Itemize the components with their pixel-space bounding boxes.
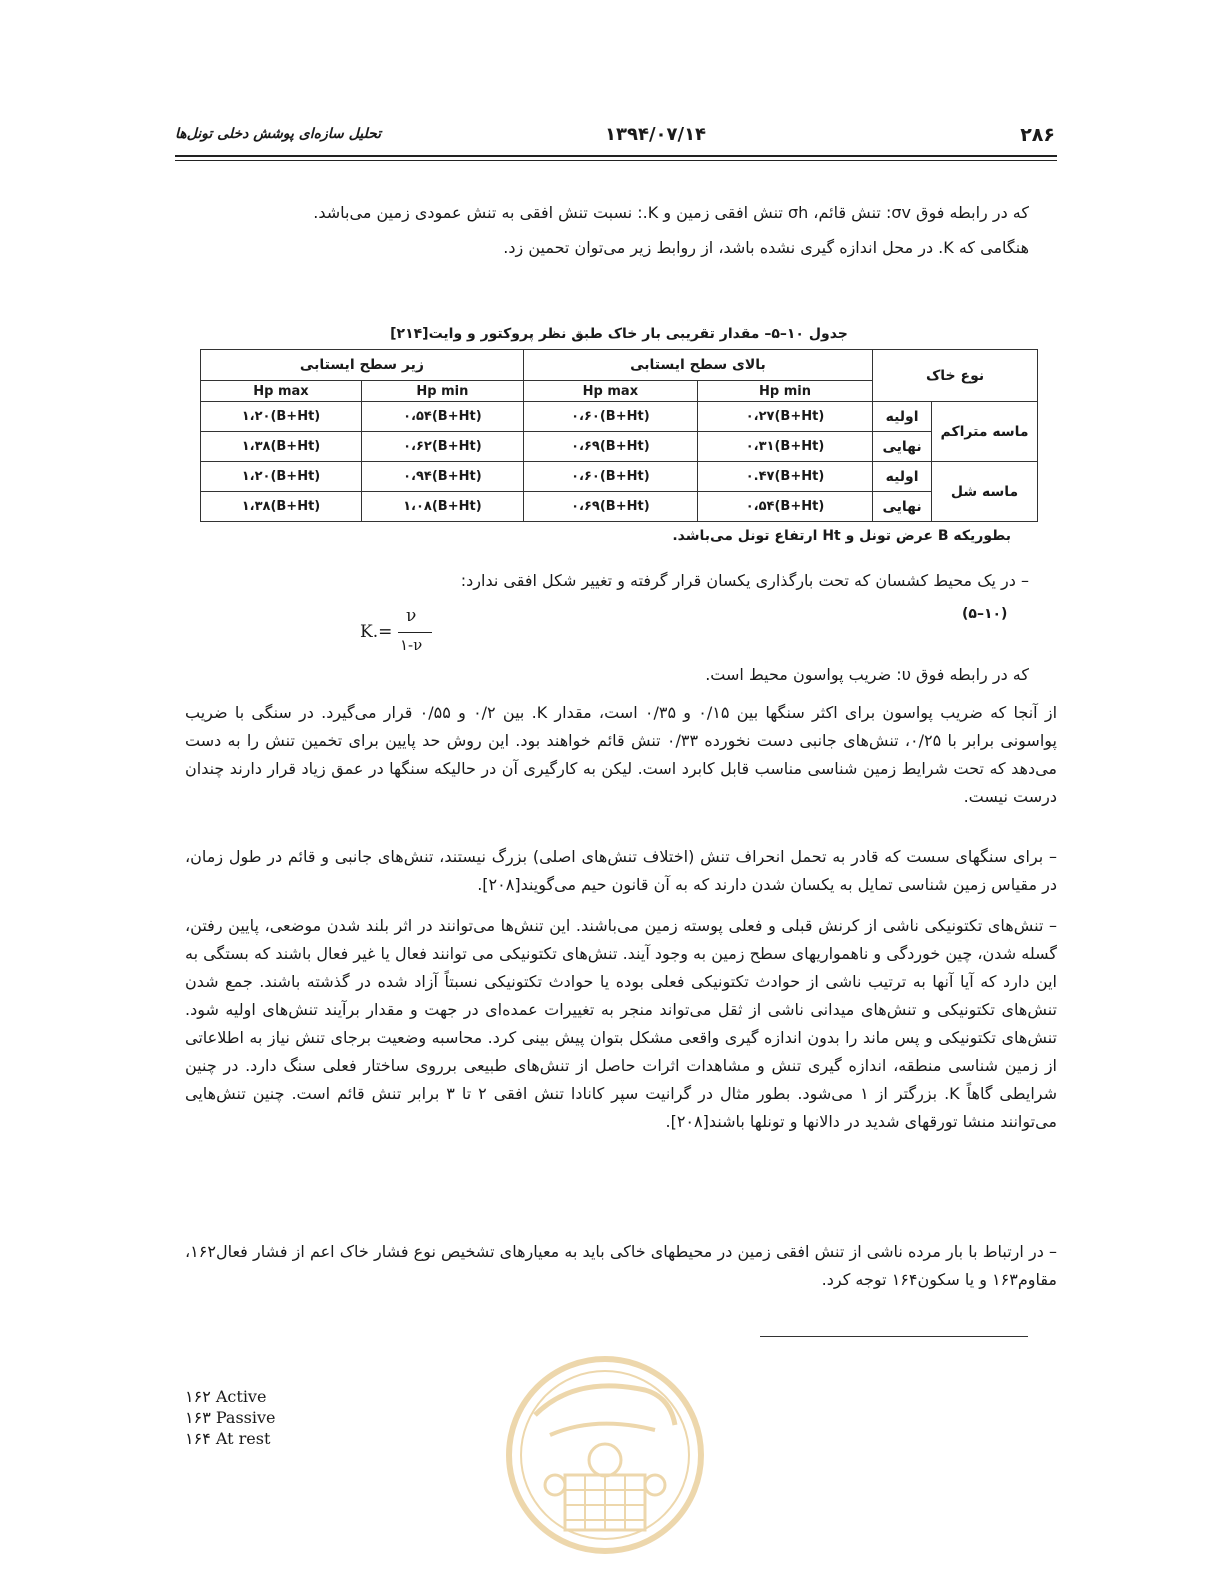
formula-lhs: K.= [360, 622, 393, 642]
header-above-water: بالای سطح ایستابی [523, 350, 872, 381]
value-cell: ۰.۴۷(B+Ht) [697, 462, 872, 492]
table-row [201, 402, 1038, 432]
equation-number: (۵–۱۰) [962, 606, 1008, 622]
value-cell: ۰،۶۰(B+Ht) [523, 462, 697, 492]
table-caption: جدول ۱۰–۵– مقدار تقریبی بار خاک طبق نظر پروکتور و وایت[۲۱۴] [390, 326, 848, 342]
header-soil-type: نوع خاک [873, 350, 1038, 402]
value-cell: ۰،۳۱(B+Ht) [697, 432, 872, 462]
value-cell: ۱،۳۸(B+Ht) [201, 492, 362, 522]
value-cell: ۰،۶۹(B+Ht) [523, 432, 697, 462]
table-row [201, 432, 1038, 462]
paragraph-tectonic-stress: – تنش‌های تکتونیکی ناشی از کرنش قبلی و فعلی پوسته زمین می‌باشند. این تنش‌ها می‌توانند در اثر بلند شدن موضعی، پایین رفتن، گسله شدن، چین خوردگی و ناهمواریهای سطح زمین به وجود آیند. تنش‌های تکتونیکی می توانند فعال یا غیر فعال باشند که بستگی به این دارد که آیا آنها به ترتیب ناشی از حوادث تکتونیکی فعلی بوده یا حوادث تکتونیکی نسبتاً آزاد شده در گذشته باشند. جمع شدن تنش‌های تکتونیکی و تنش‌های میدانی ناشی از ثقل می‌تواند منجر به تغییرات عمده‌ای در جهت و مقدار برآیند تنش‌های اولیه شود. تنش‌های تکتونیکی و پس ماند را بدون اندازه گیری واقعی مشکل بتوان پیش بینی کرد. محاسبه وضعیت برجای تنش نیاز به اطلاعاتی از زمین شناسی منطقه، اندازه گیری تنش و مشاهدات اثرات حاصل از تنش‌های طبیعی برروی ساختار فعلی سنگ دارد. در چنین شرایطی گاهاً K. بزرگتر از ۱ می‌شود. بطور مثال در گرانیت سپر کانادا تنش افقی ۲ تا ۳ برابر تنش قائم است. چنین تنش‌هایی می‌توانند منشا تورقهای شدید در دالانها و تونلها باشند[۲۰۸]. [185, 916, 1058, 1131]
table-row [201, 462, 1038, 492]
table-row [201, 492, 1038, 522]
soil-loose-sand: ماسه شل [932, 462, 1038, 522]
formula-numerator: ν [406, 606, 417, 626]
value-cell: ۰،۵۴(B+Ht) [361, 402, 523, 432]
header-title: تحلیل سازه‌ای پوشش دخلی تونل‌ها [175, 126, 382, 142]
poisson-formula [360, 606, 440, 660]
value-cell: ۱،۰۸(B+Ht) [361, 492, 523, 522]
value-cell: ۰،۶۰(B+Ht) [523, 402, 697, 432]
state-cell: اولیه [873, 462, 932, 492]
elastic-statement: – در یک محیط کشسان که تحت بارگذاری یکسان قرار گرفته و تغییر شکل افقی ندارد: [460, 571, 1029, 590]
table-note: بطوریکه B عرض تونل و Ht ارتفاع تونل می‌باشد. [672, 528, 1011, 544]
intro-line-2: هنگامی که K. در محل اندازه گیری نشده باشد، از روابط زیر می‌توان تحمین زد. [503, 238, 1029, 257]
subheader-above-max: Hp max [523, 381, 697, 402]
value-cell: ۱،۲۰(B+Ht) [201, 402, 362, 432]
value-cell: ۰،۶۹(B+Ht) [523, 492, 697, 522]
value-cell: ۰،۲۷(B+Ht) [697, 402, 872, 432]
header-date: ۱۳۹۴/۰۷/۱۴ [605, 124, 707, 145]
footnote-164: ۱۶۴ At rest [185, 1429, 271, 1448]
footnote-163: ۱۶۳ Passive [185, 1408, 276, 1427]
value-cell: ۱،۳۸(B+Ht) [201, 432, 362, 462]
header-rule [175, 155, 1057, 157]
value-cell: ۰،۵۴(B+Ht) [697, 492, 872, 522]
footnote-162: ۱۶۲ Active [185, 1387, 267, 1406]
state-cell: نهایی [873, 492, 932, 522]
page-number: ۲۸۶ [1020, 124, 1055, 146]
paragraph-earth-pressure: – در ارتباط با بار مرده ناشی از تنش افقی زمین در محیطهای خاکی باید به معیارهای تشخیص نوع فشار خاک اعم از فشار فعال۱۶۲، مقاوم۱۶۳ و یا سکون۱۶۴ توجه کرد. [185, 1242, 1057, 1289]
paragraph-weak-rocks: – برای سنگهای سست که قادر به تحمل انحراف تنش (اختلاف تنش‌های اصلی) بزرگ نیستند، تنش‌های جانبی و قائم در طول زمان، در مقیاس زمین شناسی تمایل به یکسان شدن دارند که به آن قانون حیم می‌گویند[۲۰۸]. [185, 847, 1057, 894]
value-cell: ۰،۹۴(B+Ht) [361, 462, 523, 492]
soil-dense-sand: ماسه متراکم [932, 402, 1038, 462]
value-cell: ۰،۶۲(B+Ht) [361, 432, 523, 462]
header-below-water: زیر سطح ایستابی [201, 350, 524, 381]
state-cell: اولیه [873, 402, 932, 432]
header-rule-thin [175, 160, 1057, 161]
intro-line-1: که در رابطه فوق σv: تنش قائم، σh تنش افقی زمین و K.: نسبت تنش افقی به تنش عمودی زمین می‌باشد. [313, 203, 1029, 222]
footnote-rule [760, 1336, 1028, 1337]
subheader-below-max: Hp max [201, 381, 362, 402]
fraction-bar [398, 632, 432, 633]
formula-denominator: ۱-ν [400, 636, 423, 654]
subheader-below-min: Hp min [361, 381, 523, 402]
value-cell: ۱،۲۰(B+Ht) [201, 462, 362, 492]
soil-load-table [200, 349, 1038, 522]
poisson-definition: که در رابطه فوق υ: ضریب پواسون محیط است. [705, 665, 1029, 684]
state-cell: نهایی [873, 432, 932, 462]
paragraph-poisson-range: از آنجا که ضریب پواسون برای اکثر سنگها بین ۰/۱۵ و ۰/۳۵ است، مقدار K. بین ۰/۲ و ۰/۵۵ قرار می‌گیرد. در سنگی با ضریب پواسونی برابر با ۰/۲۵، تنش‌های جانبی دست نخورده ۰/۳۳ تنش قائم خواهند بود. این روش حد پایین برای تخمین تنش را به دست می‌دهد که تحت شرایط زمین شناسی مناسب قابل کابرد است. لیکن به کارگیری آن در حالیکه سنگها در عمق زیاد قرار دارند چندان درست نیست. [185, 703, 1058, 806]
subheader-above-min: Hp min [697, 381, 872, 402]
page-header [175, 124, 1055, 148]
watermark-seal [495, 1335, 715, 1584]
